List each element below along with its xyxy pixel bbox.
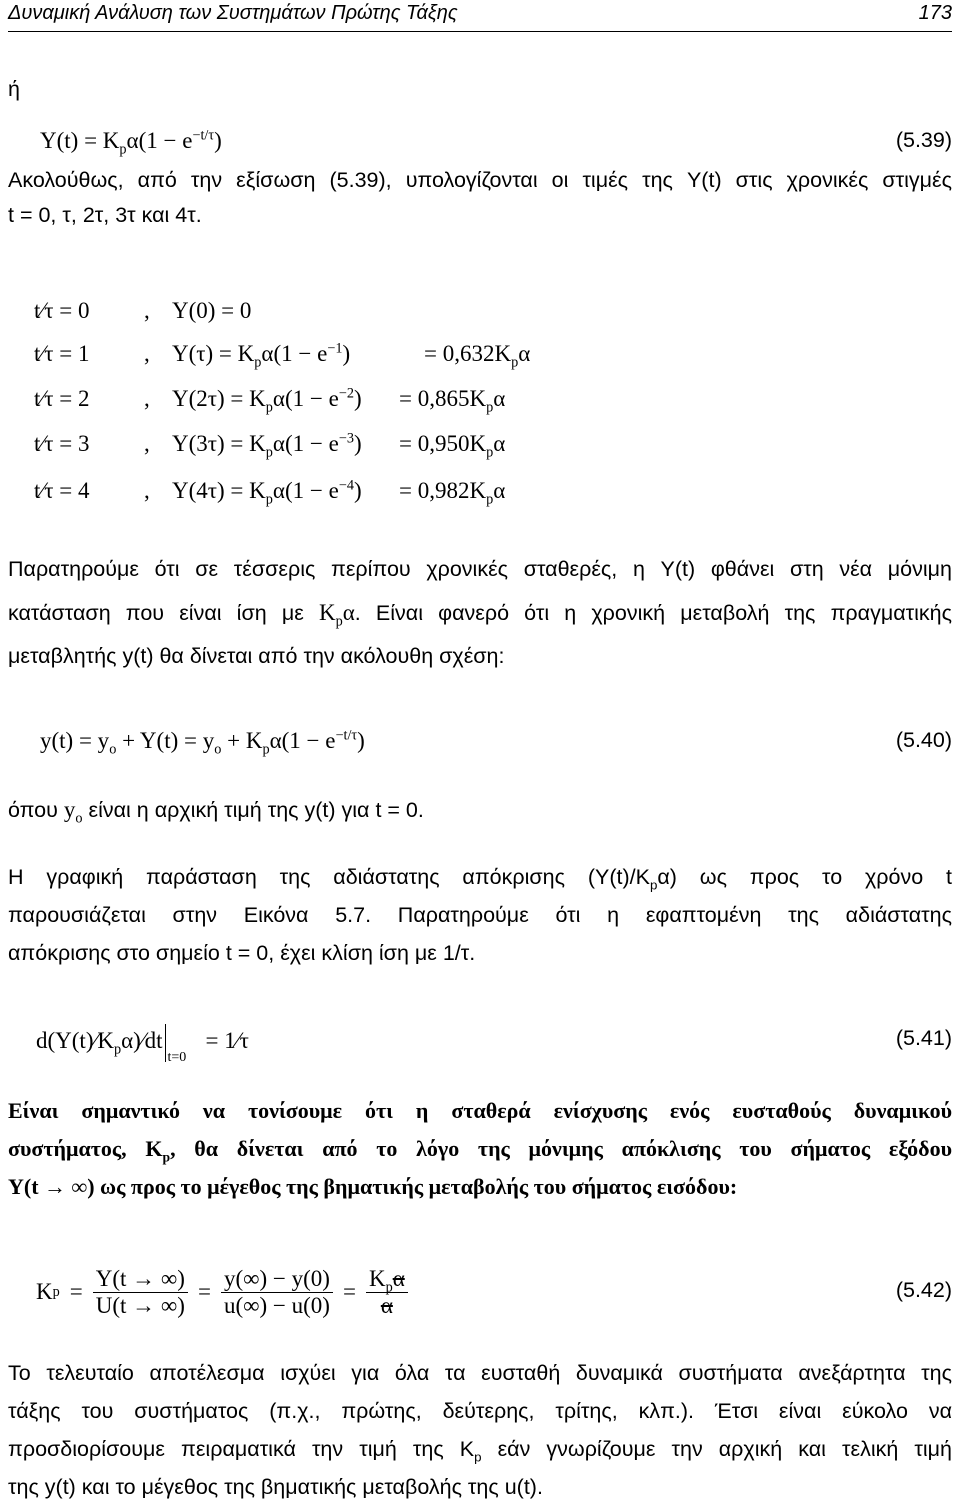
equation-number-5-40: (5.40) — [895, 728, 952, 752]
fraction-deviation: $\frac{y(\infty) - y(0)}{u(\infty) - u(0)}$ — [221, 1266, 333, 1319]
paragraph-line: Ακολούθως, από την εξίσωση (5.39), υπολογίζονται οι τιμές της Y(t) στις χρονικές στιγμές — [8, 168, 952, 192]
equation-number-5-39: (5.39) — [895, 128, 952, 152]
chapter-title: Δυναμική Ανάλυση των Συστημάτων Πρώτης Τάξης — [8, 2, 458, 24]
or-word: ή — [8, 77, 20, 101]
paragraph-line: Η γραφική παράσταση της αδιάστατης απόκρισης $(Y(t)/K_p\alpha)$ ως προς το χρόνο t — [8, 865, 952, 893]
equation-5-40: $y(t) = y_o + Y(t) = y_o + K_p\alpha(1 - e^{-t/\tau})$ — [40, 727, 365, 758]
paragraph-line: t = 0, τ, 2τ, 3τ και 4τ. — [8, 203, 202, 227]
paragraph-line: τάξης του συστήματος (π.χ., πρώτης, δεύτερης, τρίτης, κλπ.). Έτσι είναι εύκολο να — [8, 1399, 952, 1423]
paragraph-line: κατάσταση που είναι ίση με $K_p\alpha$. Είναι φανερό ότι η χρονική μεταβολή της πραγματικής — [8, 600, 952, 630]
paragraph-line: Παρατηρούμε ότι σε τέσσερις περίπου χρονικές σταθερές, η Y(t) φθάνει στη νέα μόνιμη — [8, 557, 952, 581]
paragraph-line: απόκρισης στο σημείο t = 0, έχει κλίση ίση με 1/τ. — [8, 941, 476, 965]
paragraph-observe — [8, 548, 952, 678]
fraction-gain: $\frac{K_p\alpha}{\alpha}$ — [366, 1266, 408, 1319]
paragraph-line: Είναι σημαντικό να τονίσουμε ότι η σταθερά ενίσχυσης ενός ευσταθούς δυναμικού — [8, 1098, 952, 1123]
equation-number-5-42: (5.42) — [895, 1278, 952, 1302]
equation-number-5-41: (5.41) — [895, 1026, 952, 1050]
paragraph-final — [8, 1354, 952, 1506]
paragraph-graph — [8, 858, 952, 972]
paragraph-line: μεταβλητής y(t) θα δίνεται από την ακόλουθη σχέση: — [8, 644, 505, 668]
fraction-output-input: $\frac{Y(t \to \infty)}{U(t \to \infty)}$ — [93, 1266, 188, 1319]
paragraph-emphasis — [8, 1092, 952, 1206]
paragraph-where: όπου $y_o$ είναι η αρχική τιμή της y(t) για t = 0. — [8, 797, 424, 827]
equation-5-42: K p = $\frac{Y(t \to \infty)}{U(t \to \infty)}$ = $\frac{y(\infty) - y(0)}{u(\infty) - u(0)}$ = $\frac{K_p\alpha}{\alpha}$ — [36, 1252, 408, 1332]
paragraph-intro — [8, 163, 952, 233]
paragraph-line: Y(t → ∞) ως προς το μέγεθος της βηματικής μεταβολής του σήματος εισόδου: — [8, 1174, 738, 1199]
paragraph-line: παρουσιάζεται στην Εικόνα 5.7. Παρατηρούμε ότι η εφαπτομένη της αδιάστατης — [8, 903, 952, 927]
page-header — [8, 0, 952, 30]
paragraph-line: Το τελευταίο αποτέλεσμα ισχύει για όλα τα ευσταθή δυναμικά συστήματα ανεξάρτητα της — [8, 1361, 952, 1385]
paragraph-line: προσδιορίσουμε πειραματικά την τιμή της $K_p$ εάν γνωρίζουμε την αρχική και τελική τιμή — [8, 1437, 952, 1465]
equation-5-41: $d(Y(t)⁄K_p\alpha)⁄dt$ t=0 = 1⁄τ — [36, 1024, 249, 1062]
paragraph-line: συστήματος, $K_p$, θα δίνεται από το λόγο της μόνιμης απόκλισης του σήματος εξόδου — [8, 1136, 952, 1165]
page-number: 173 — [918, 2, 952, 24]
evaluation-bar: t=0 — [165, 1024, 166, 1062]
equation-5-39: $Y(t) = K_p\alpha(1 - e^{-t/\tau})$ — [40, 127, 222, 158]
header-rule — [8, 31, 952, 32]
paragraph-line: της y(t) και το μέγεθος της βηματικής μεταβολής της u(t). — [8, 1475, 543, 1499]
